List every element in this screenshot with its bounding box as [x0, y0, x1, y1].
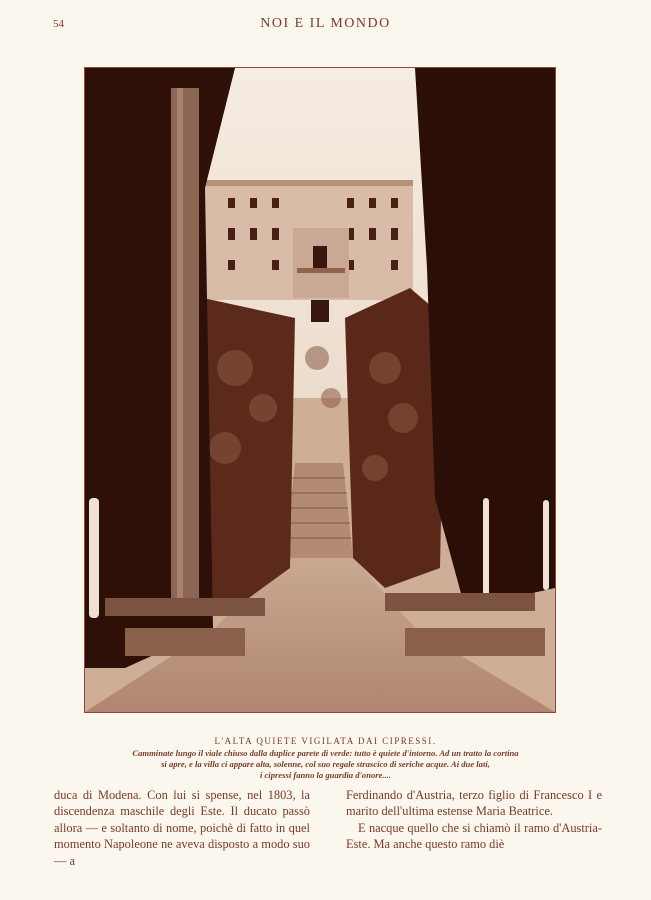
left-column	[54, 787, 310, 869]
caption-title: L'ALTA QUIETE VIGILATA DAI CIPRESSI.	[214, 736, 437, 746]
caption-line: Camminate lungo il viale chiuso dalla duplice parete di verde: tutto è quiete d'intorno. Ad un tratto la cortina	[132, 748, 519, 758]
page-number: 54	[53, 18, 64, 30]
fountain-jet-left	[89, 498, 99, 618]
caption-line: si apre, e la villa ci appare alta, solenne, col suo regale strascico di seriche acque. Ai due lati,	[161, 758, 490, 769]
stone-basin-right	[405, 628, 545, 656]
running-head: NOI E IL MONDO	[260, 16, 391, 31]
caption-text	[70, 748, 581, 780]
stone-basin-left	[125, 628, 245, 656]
left-cypress-trunk	[171, 88, 199, 608]
right-column	[346, 787, 602, 853]
paragraph: E nacque quello che si chiamò il ramo d'Austria-Este. Ma anche questo ramo diè	[346, 820, 602, 852]
caption-line: i cipressi fanno la guardia d'onore....	[259, 769, 392, 780]
staircase	[285, 463, 353, 558]
villa-photograph	[84, 67, 556, 713]
paragraph: duca di Modena. Con lui si spense, nel 1803, la discendenza maschile degli Este. Il ducato passò allora — e soltanto di nome, poichè di fatto in quel momento Napoleone ne aveva disposto a modo suo — a	[54, 788, 310, 868]
paragraph: Ferdinando d'Austria, terzo figlio di Francesco I e marito dell'ultima estense Maria Beatrice.	[346, 788, 602, 819]
fountain-jet-right	[483, 498, 489, 598]
